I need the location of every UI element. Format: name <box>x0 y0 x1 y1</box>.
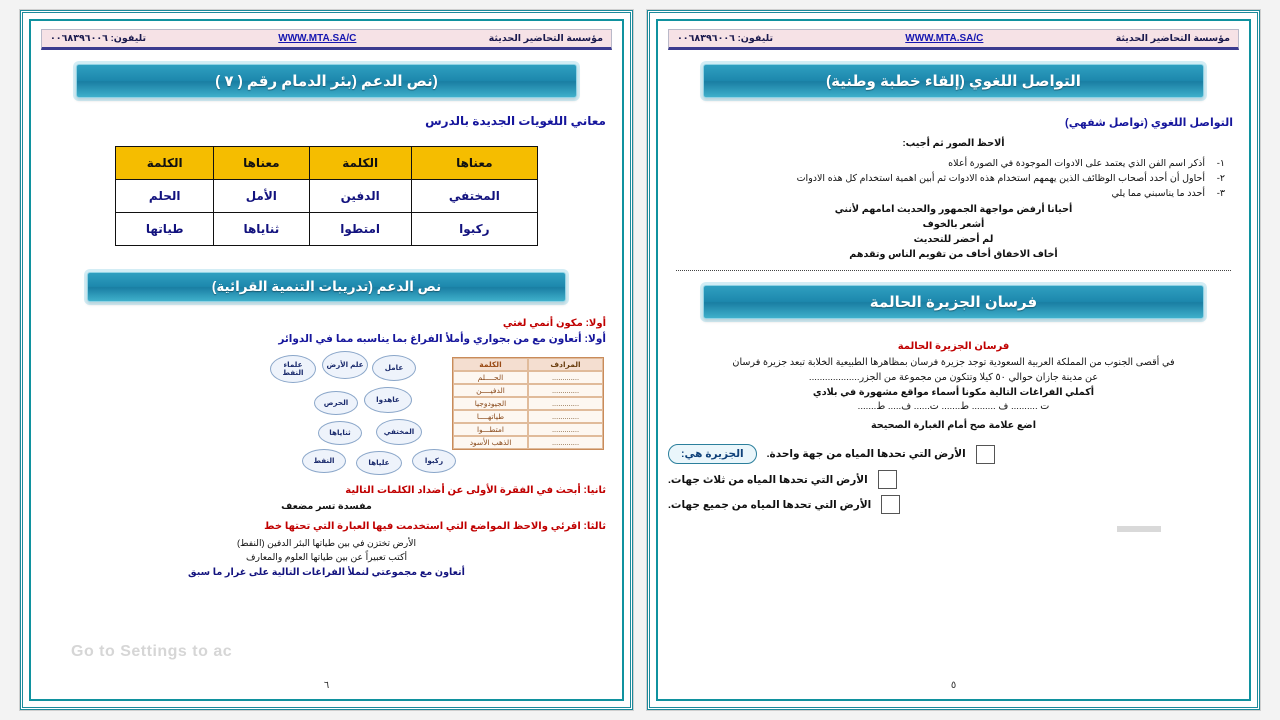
checkbox[interactable] <box>976 445 995 464</box>
table-row <box>116 213 538 246</box>
exercise-third-title: ثالثا: اقرئي والاحظ المواضع التي استخدمت فيها العبارة التي تحتها خط <box>264 520 606 532</box>
table-header-row <box>116 147 538 180</box>
option-label: الأرض التي تحدها المياه من ثلاث جهات. <box>668 473 868 486</box>
divider <box>676 269 1231 271</box>
section-check-title: اضع علامة صح أمام الغبارة الصحيحة <box>870 420 1036 432</box>
option-label: الأرض التي تحدها المياه من جميع جهات. <box>668 498 872 511</box>
paragraph-line: عن مدينة جازان حوالي ٥٠ كيلا وتتكون من مجموعة من الجزر................... <box>808 371 1099 383</box>
page-right-content <box>29 19 624 701</box>
mini-table-word: الحــــلم <box>453 371 528 384</box>
options-group <box>668 444 1239 514</box>
mini-table-word: الذهب الأسود <box>453 436 528 449</box>
header-institution: مؤسسة التحاضير الحديثة <box>488 33 603 44</box>
paragraph-line: أكملي الفراغات التالية مكونا أسماء مواقع مشهورة في بلادي <box>812 386 1095 398</box>
mini-table-row <box>453 384 603 397</box>
word-bubble[interactable]: عامل <box>372 355 416 381</box>
answer-line: أخاف الاخفاق أخاف من تقويم الناس وتقدهم <box>849 249 1058 260</box>
mini-table-row <box>453 371 603 384</box>
option-row[interactable] <box>668 470 1169 489</box>
option-row[interactable] <box>668 444 1169 464</box>
list-item-label: أحدد ما يناسبني مما يلي <box>1111 188 1205 200</box>
list-item <box>674 171 1225 186</box>
page-header <box>41 29 612 50</box>
table-cell: الحلم <box>116 180 214 213</box>
page-header <box>668 29 1239 50</box>
table-cell: الأمل <box>214 180 309 213</box>
exercise-second-title: ثانيا: أبحث في الفقرة الأولى عن أضداد الكلمات التالية <box>345 485 606 496</box>
mini-table-blank: ............. <box>528 371 603 384</box>
section-vocab-title: معاني اللغويات الجديدة بالدرس <box>425 114 606 128</box>
exercise-third-line: أتعاون مع مجموعتي لنملأ الفراغات التالية على غرار ما سبق <box>188 567 465 579</box>
mini-table-row <box>453 397 603 410</box>
exercise-first-title: أولا: مكون أنمي لغتي <box>502 318 606 329</box>
mini-table-row <box>453 410 603 423</box>
page-right <box>20 10 633 710</box>
word-bubble[interactable]: علم الأرض <box>322 351 368 379</box>
word-bubble[interactable]: ثناياها <box>318 421 362 445</box>
mini-table-blank: ............. <box>528 384 603 397</box>
mini-table-word: طياتهــــا <box>453 410 528 423</box>
mini-table-word: الجيودوجيا <box>453 397 528 410</box>
mini-word-table <box>452 357 604 450</box>
mini-table-blank: ............. <box>528 423 603 436</box>
word-bubble[interactable]: عاهدوا <box>364 387 412 413</box>
answer-line: لم أحضر للتحديث <box>913 234 994 246</box>
word-bubble[interactable]: الحرص <box>314 391 358 415</box>
header-phone: تليفون: ٠٠٦٨٣٩٦٠٠٦ <box>50 33 147 44</box>
page-left <box>647 10 1260 710</box>
mini-table-header-cell: الكلمة <box>453 358 528 371</box>
mini-table-row <box>453 423 603 436</box>
table-cell: المختفي <box>411 180 537 213</box>
table-header-cell: الكلمة <box>116 147 214 180</box>
paragraph-line: ت .......... ف ......... ط....... ت...... ف..... ط....... <box>857 401 1050 413</box>
pill-label: الجزيرة هي: <box>668 444 757 464</box>
page-number: ٥ <box>950 680 957 691</box>
decorative-bar <box>1117 526 1161 532</box>
table-cell: الدفين <box>309 180 411 213</box>
list-item-label: أذكر اسم الفن الذي يعتمد على الادوات الموجودة في الصورة أعلاه <box>948 157 1205 169</box>
header-institution: مؤسسة التحاضير الحديثة <box>1115 33 1230 44</box>
word-bubble[interactable]: علياها <box>356 451 402 475</box>
table-cell: ركبوا <box>411 213 537 246</box>
list-item-number: ٢- <box>1216 173 1225 185</box>
table-header-cell: الكلمة <box>309 147 411 180</box>
question-list <box>674 156 1225 202</box>
option-label: الأرض التي تحدها المياه من جهة واحدة. <box>766 448 966 461</box>
answer-line: أحيانا أرفض مواجهة الجمهور والحديث امامهم لأنني <box>834 204 1073 216</box>
section-farasan-title: فرسان الجزيرة الحالمة <box>897 340 1010 352</box>
table-header-cell: معناها <box>214 147 309 180</box>
table-cell: امتطوا <box>309 213 411 246</box>
mini-table-header-row <box>453 358 603 371</box>
observation-instruction: ألاحظ الصور ثم أجيب: <box>902 138 1005 149</box>
word-bubble[interactable]: النفط <box>302 449 346 473</box>
mini-table-header-cell: المرادف <box>528 358 603 371</box>
watermark-text: Go to Settings to ac <box>71 643 233 660</box>
list-item-label: أحاول أن أحدد أصحاب الوظائف الذين يهمهم استخدام هذه الادوات ثم أبين اهمية استخدام كل هذه الادوات <box>796 173 1205 185</box>
paragraph-line: في أقصى الجنوب من المملكة العربية السعودية توجد جزيرة فرسان بمظاهرها الطبيعية الخلابة تبعد جزيرة فرسان <box>732 356 1175 368</box>
list-item-number: ٣- <box>1216 188 1225 200</box>
answer-line: أشعر بالخوف <box>922 219 985 231</box>
page-left-content <box>656 19 1251 701</box>
option-row[interactable] <box>668 495 1169 514</box>
subsection-title: التواصل اللغوي (تواصل شفهي) <box>1065 117 1233 129</box>
mini-table-word: امتطـــوا <box>453 423 528 436</box>
table-header-cell: معناها <box>411 147 537 180</box>
exercise-second-words: مفسدة تسر مضعف <box>281 501 372 512</box>
header-phone: تليفون: ٠٠٦٨٣٩٦٠٠٦ <box>677 33 774 44</box>
mini-table-row <box>453 436 603 449</box>
checkbox[interactable] <box>878 470 897 489</box>
checkbox[interactable] <box>881 495 900 514</box>
mini-table-blank: ............. <box>528 436 603 449</box>
exercise-third-line: الأرض تختزن في بين طياتها البئر الدفين (النفط) <box>236 537 417 548</box>
mini-table-blank: ............. <box>528 410 603 423</box>
table-cell: طياتها <box>116 213 214 246</box>
word-bubble[interactable]: ركبوا <box>412 449 456 473</box>
banner-language-communication: التواصل اللغوي (إلقاء خطبة وطنية) <box>703 64 1204 98</box>
word-bubble[interactable]: المختفي <box>376 419 422 445</box>
table-cell: ثناياها <box>214 213 309 246</box>
word-bubbles-area <box>45 351 608 481</box>
banner-farasan-island: فرسان الجزيرة الحالمة <box>703 285 1204 319</box>
word-bubble[interactable]: علماء النفط <box>270 355 316 383</box>
list-item-number: ١- <box>1216 157 1225 169</box>
mini-table-blank: ............. <box>528 397 603 410</box>
table-row <box>116 180 538 213</box>
list-item <box>674 156 1225 171</box>
list-item <box>674 186 1225 201</box>
banner-support-text: (نص الدعم (بئر الدمام رقم ( ٧ ) <box>76 64 577 98</box>
header-site-link[interactable]: WWW.MTA.SA/C <box>278 33 357 44</box>
banner-reading-exercises: نص الدعم (تدريبات التنمية القرائية) <box>87 272 565 302</box>
mini-table-word: الدفيــــن <box>453 384 528 397</box>
exercise-third-line: أكتب تعبيراً عن بين طياتها العلوم والمعارف <box>245 552 408 563</box>
exercise-first-instruction: أولا: أتعاون مع من بجواري وأملأ الفراغ بما يناسبه مما في الدوائر <box>278 333 606 345</box>
page-number: ٦ <box>323 680 330 691</box>
header-site-link[interactable]: WWW.MTA.SA/C <box>905 33 984 44</box>
vocabulary-table <box>115 146 538 246</box>
